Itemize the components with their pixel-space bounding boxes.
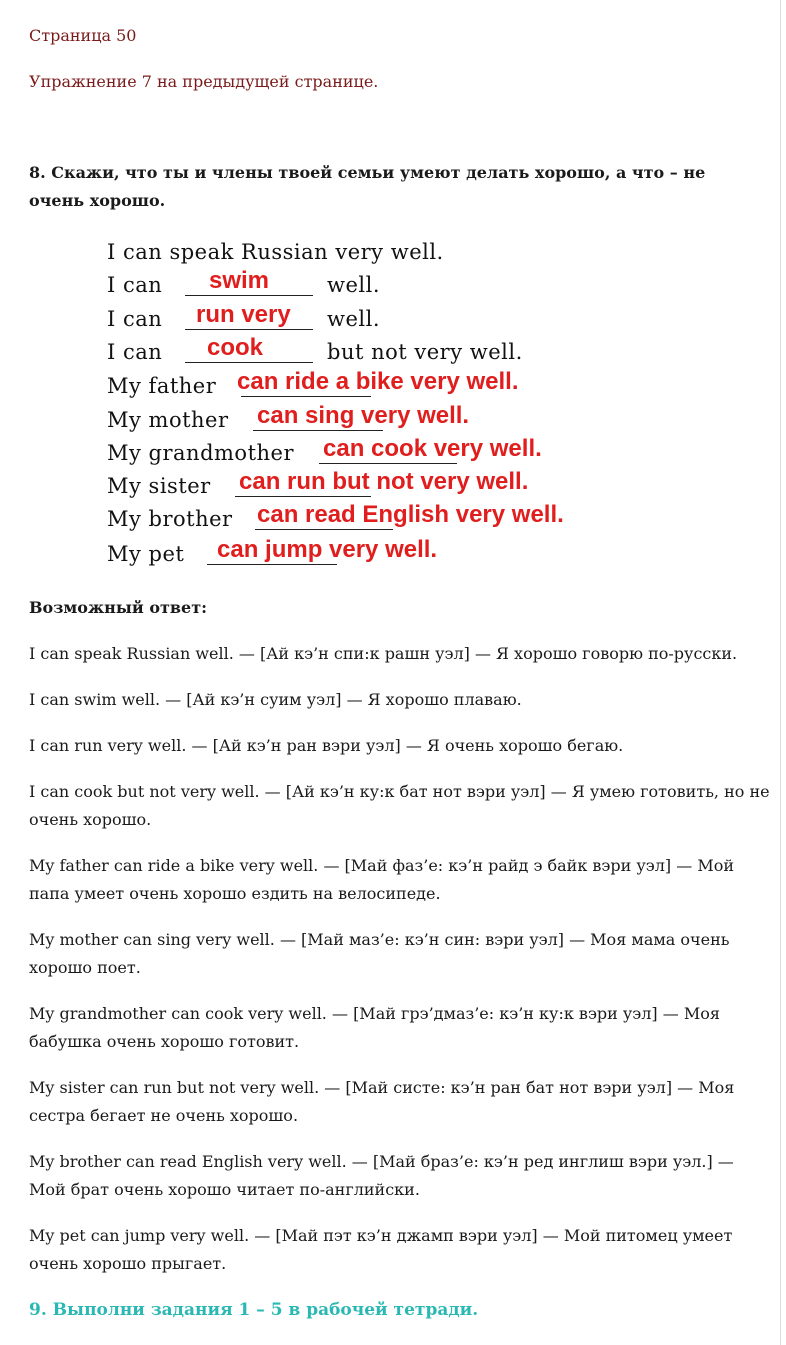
worksheet-row xyxy=(107,234,627,267)
worksheet-text: well. xyxy=(327,273,381,297)
answer-line: My grandmother can cook very well. — [Май грэ’дмаз’е: кэ’н ку:к вэри уэл] — Моя xyxy=(29,1004,720,1023)
handwritten-answer: can sing very well. xyxy=(257,402,470,429)
answer-line: бабушка очень хорошо готовит. xyxy=(29,1032,300,1051)
answer-paragraph xyxy=(29,640,759,668)
answer-line: папа умеет очень хорошо ездить на велосипеде. xyxy=(29,884,441,903)
answer-line: Мой брат очень хорошо читает по-английски. xyxy=(29,1180,420,1199)
worksheet-text: well. xyxy=(327,307,381,331)
worksheet-text: I can xyxy=(107,307,163,331)
answer-line: очень хорошо прыгает. xyxy=(29,1254,227,1273)
answer-paragraph xyxy=(29,926,759,982)
worksheet-row xyxy=(107,334,627,367)
worksheet-image xyxy=(95,228,635,578)
blank-line xyxy=(253,430,383,431)
worksheet-row xyxy=(107,301,627,334)
answer-line: I can swim well. — [Ай кэ’н суим уэл] — Я хорошо плаваю. xyxy=(29,690,522,709)
answer-paragraph xyxy=(29,1148,759,1204)
handwritten-answer: cook xyxy=(207,334,264,361)
handwritten-answer: can ride a bike very well. xyxy=(237,368,519,395)
answer-line: My father can ride a bike very well. — [Май фаз’е: кэ’н райд э байк вэри уэл] — Мой xyxy=(29,856,735,875)
page-edge-divider xyxy=(780,0,781,1345)
answer-paragraph xyxy=(29,852,759,908)
answer-line: очень хорошо. xyxy=(29,810,152,829)
previous-page-note: Упражнение 7 на предыдущей странице. xyxy=(29,72,379,91)
answer-line: My sister can run but not very well. — [Май систе: кэ’н ран бат нот вэри уэл] — Моя xyxy=(29,1078,735,1097)
blank-line xyxy=(235,496,371,497)
worksheet-row xyxy=(107,501,627,534)
handwritten-answer: can jump very well. xyxy=(217,536,438,563)
answer-paragraph xyxy=(29,732,759,760)
worksheet-row xyxy=(107,368,627,401)
answer-line: My brother can read English very well. — [Май браз’е: кэ’н ред инглиш вэри уэл.] — xyxy=(29,1152,734,1171)
worksheet-text: but not very well. xyxy=(327,340,523,364)
worksheet-row xyxy=(107,536,627,569)
handwritten-answer: run very xyxy=(196,301,291,328)
answer-line: I can run very well. — [Ай кэ’н ран вэри уэл] — Я очень хорошо бегаю. xyxy=(29,736,624,755)
blank-line xyxy=(319,463,457,464)
worksheet-row xyxy=(107,435,627,468)
handwritten-answer: swim xyxy=(209,267,270,294)
answer-line: хорошо поет. xyxy=(29,958,141,977)
answer-paragraph xyxy=(29,1074,759,1130)
answer-line: My pet can jump very well. — [Май пэт кэ’н джамп вэри уэл] — Мой питомец умеет xyxy=(29,1226,733,1245)
worksheet-text: My brother xyxy=(107,507,233,531)
exercise-9-link[interactable]: 9. Выполни задания 1 – 5 в рабочей тетради. xyxy=(29,1300,479,1320)
worksheet-text: My mother xyxy=(107,408,229,432)
handwritten-answer: can read English very well. xyxy=(257,501,564,528)
answer-paragraph xyxy=(29,1222,759,1278)
answer-paragraph xyxy=(29,778,770,834)
blank-line xyxy=(185,295,313,296)
answer-line: My mother can sing very well. — [Май маз’е: кэ’н син: вэри уэл] — Моя мама очень xyxy=(29,930,730,949)
worksheet-text: My father xyxy=(107,374,217,398)
exercise-8-title xyxy=(29,159,759,215)
answer-line: I can cook but not very well. — [Ай кэ’н ку:к бат нот вэри уэл] — Я умею готовить, но не xyxy=(29,782,770,801)
page-number-label: Страница 50 xyxy=(29,26,137,45)
worksheet-text: I can xyxy=(107,273,163,297)
worksheet-text: My pet xyxy=(107,542,185,566)
worksheet-text: I can xyxy=(107,340,163,364)
blank-line xyxy=(255,529,393,530)
handwritten-answer: can run but not very well. xyxy=(239,468,529,495)
blank-line xyxy=(207,564,337,565)
answer-paragraph xyxy=(29,686,759,714)
handwritten-answer: can cook very well. xyxy=(323,435,542,462)
worksheet-text: I can speak Russian very well. xyxy=(107,240,444,264)
worksheet-row xyxy=(107,267,627,300)
blank-line xyxy=(241,396,371,397)
answers-heading: Возможный ответ: xyxy=(29,598,208,617)
worksheet-text: My sister xyxy=(107,474,211,498)
exercise-8-title-line-2: очень хорошо. xyxy=(29,191,166,210)
exercise-8-title-line-1: 8. Скажи, что ты и члены твоей семьи умеют делать хорошо, а что – не xyxy=(29,163,706,182)
blank-line xyxy=(185,362,313,363)
worksheet-text: My grandmother xyxy=(107,441,294,465)
blank-line xyxy=(185,329,313,330)
answer-line: сестра бегает не очень хорошо. xyxy=(29,1106,299,1125)
worksheet-row xyxy=(107,402,627,435)
answer-paragraph xyxy=(29,1000,759,1056)
worksheet-row xyxy=(107,468,627,501)
answer-line: I can speak Russian well. — [Ай кэ’н спи:к рашн уэл] — Я хорошо говорю по-русски. xyxy=(29,644,738,663)
